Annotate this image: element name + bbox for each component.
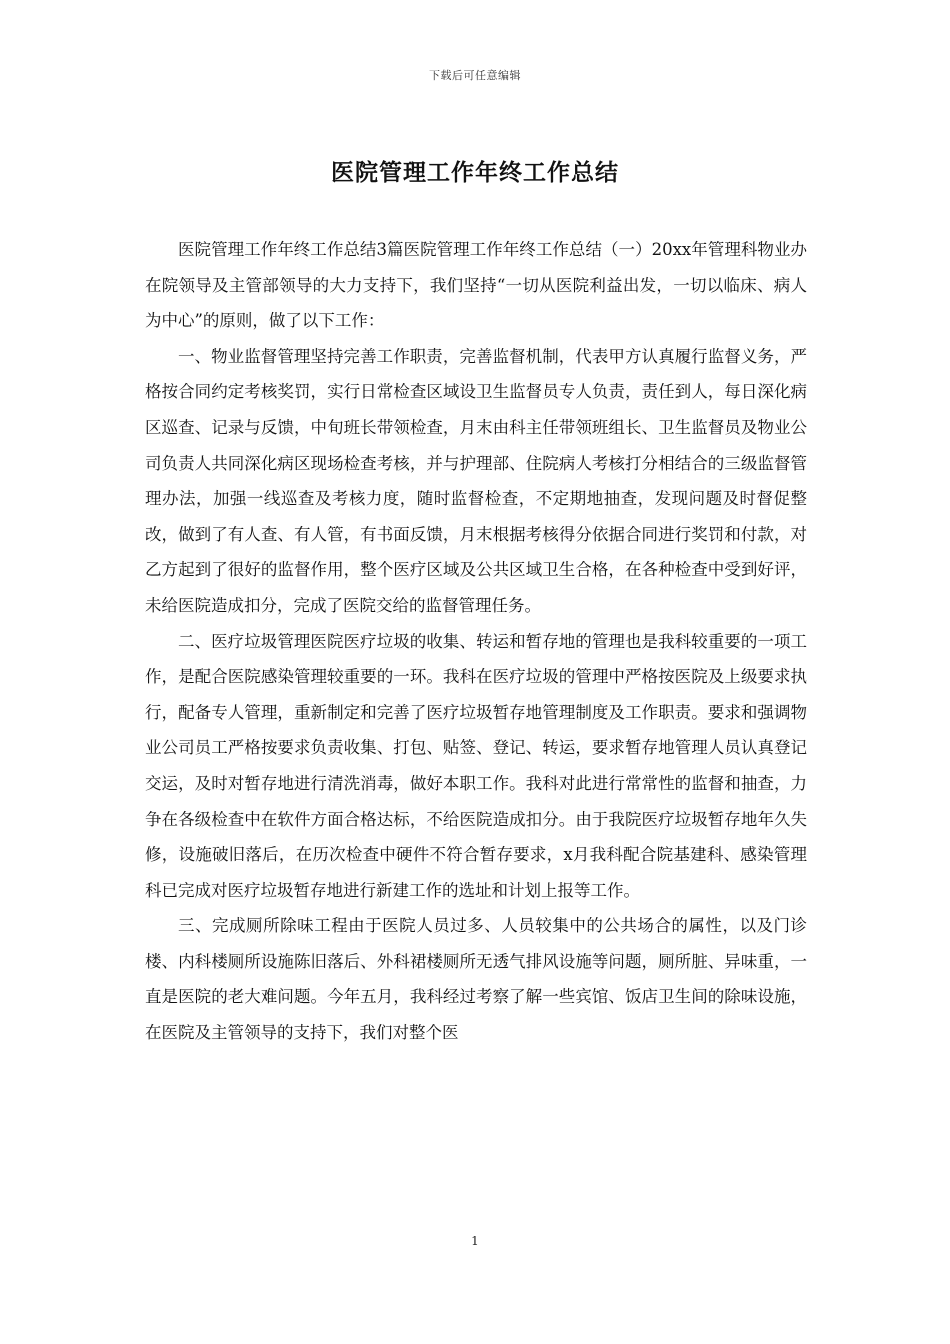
document-title: 医院管理工作年终工作总结 xyxy=(331,159,619,186)
header-note: 下载后可任意编辑 xyxy=(429,69,521,82)
paragraph-property-supervision: 一、物业监督管理坚持完善工作职责，完善监督机制，代表甲方认真履行监督义务，严格按合同约定考核奖罚，实行日常检查区域设卫生监督员专人负责，责任到人，每日深化病区巡查、记录与反馈，中旬班长带领检查，月末由科主任带领班组长、卫生监督员及物业公司负责人共同深化病区现场检查考核，并与护理部、住院病人考核打分相结合的三级监督管理办法，加强一线巡查及考核力度，随时监督检查，不定期地抽查，发现问题及时督促整改，做到了有人查、有人管，有书面反馈，月末根据考核得分依据合同进行奖罚和付款，对乙方起到了很好的监督作用，整个医疗区域及公共区域卫生合格，在各种检查中受到好评，未给医院造成扣分，完成了医院交给的监督管理任务。 xyxy=(145,346,807,615)
page-number: 1 xyxy=(471,1234,479,1248)
paragraph-toilet-deodorization: 三、完成厕所除味工程由于医院人员过多、人员较集中的公共场合的属性，以及门诊楼、内科楼厕所设施陈旧落后、外科裙楼厕所无透气排风设施等问题，厕所脏、异味重，一直是医院的老大难问题。今年五月，我科经过考察了解一些宾馆、饭店卫生间的除味设施，在医院及主管领导的支持下，我们对整个医 xyxy=(145,916,807,1043)
document-body xyxy=(145,232,807,1051)
paragraph-intro: 医院管理工作年终工作总结3篇医院管理工作年终工作总结（一）20xx年管理科物业办在院领导及主管部领导的大力支持下，我们坚持“一切从医院利益出发，一切以临床、病人为中心”的原则，做了以下工作： xyxy=(145,240,807,331)
paragraph-medical-waste: 二、医疗垃圾管理医院医疗垃圾的收集、转运和暂存地的管理也是我科较重要的一项工作，是配合医院感染管理较重要的一环。我科在医疗垃圾的管理中严格按医院及上级要求执行，配备专人管理，重新制定和完善了医疗垃圾暂存地管理制度及工作职责。要求和强调物业公司员工严格按要求负责收集、打包、贴签、登记、转运，要求暂存地管理人员认真登记交运，及时对暂存地进行清洗消毒，做好本职工作。我科对此进行常常性的监督和抽查，力争在各级检查中在软件方面合格达标，不给医院造成扣分。由于我院医疗垃圾暂存地年久失修，设施破旧落后，在历次检查中硬件不符合暂存要求，x月我科配合院基建科、感染管理科已完成对医疗垃圾暂存地进行新建工作的选址和计划上报等工作。 xyxy=(145,631,807,900)
